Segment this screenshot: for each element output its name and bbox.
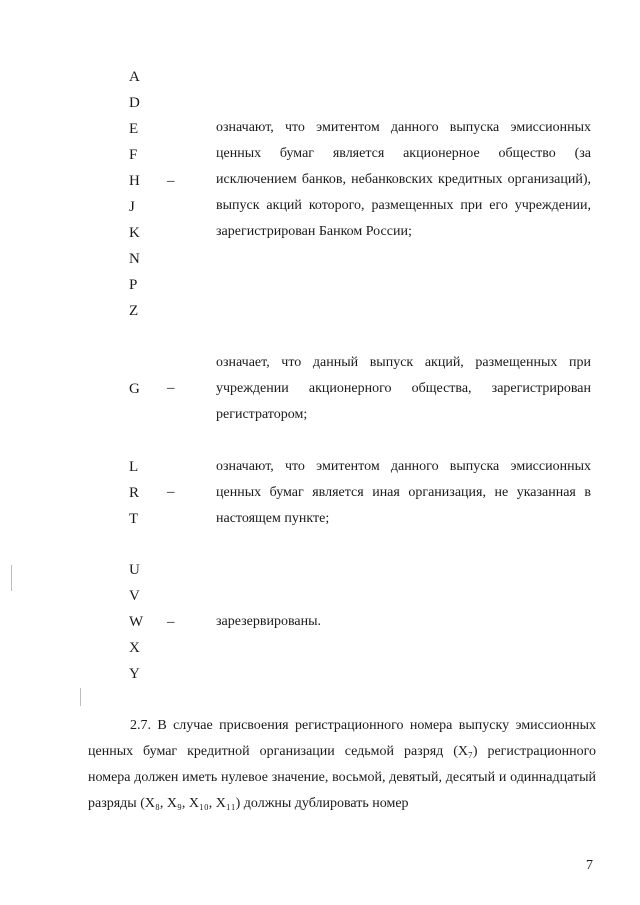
description-group-1 — [216, 115, 591, 245]
letter-code: W — [129, 614, 144, 630]
letter-code: J — [129, 199, 135, 215]
paragraph-text: 2.7. В случае присвоения регистрационного номера выпуску эмиссионных ценных бумаг кредитной организации седьмой разряд (X₇) регистрационного номера должен иметь нулевое значение, восьмой, девятый, десятый и одиннадцатый разряды (X₈, X₉, X₁₀, X₁₁) должны дублировать номер — [88, 718, 596, 811]
margin-scan-mark — [11, 565, 12, 591]
letter-code: A — [129, 69, 140, 85]
letter-code-list-group-3 — [129, 454, 139, 532]
description-group-3 — [216, 454, 591, 532]
letter-code: N — [129, 251, 140, 267]
letter-code: D — [129, 95, 140, 111]
letter-code-list-group-1 — [129, 64, 140, 324]
letter-code: U — [129, 562, 140, 578]
dash-separator-group-2: – — [167, 380, 175, 396]
letter-code: K — [129, 225, 140, 241]
letter-code: R — [129, 485, 140, 501]
letter-code-list-group-2 — [129, 376, 140, 402]
paragraph-2-7 — [88, 713, 596, 817]
letter-code: E — [129, 121, 139, 137]
letter-code: T — [129, 511, 139, 527]
dash-separator-group-1: – — [167, 173, 175, 189]
letter-code: F — [129, 147, 138, 163]
letter-code: H — [129, 173, 140, 189]
dash-separator-group-4: – — [167, 614, 175, 630]
description-text: зарезервированы. — [216, 614, 322, 629]
description-text: означают, что эмитентом данного выпуска эмиссионных ценных бумаг является акционерное общество (за исключением банков, небанковских кредитных организаций), выпуск акций которого, размещенных при его учреждении, зарегистрирован Банком России; — [216, 120, 591, 239]
description-text: означает, что данный выпуск акций, размещенных при учреждении акционерного общества, зарегистрирован регистратором; — [216, 355, 591, 422]
dash-separator-group-3: – — [167, 484, 175, 500]
letter-code: G — [129, 381, 140, 397]
page-number: 7 — [586, 858, 593, 873]
letter-code: Z — [129, 303, 139, 319]
description-text: означают, что эмитентом данного выпуска эмиссионных ценных бумаг является иная организация, не указанная в настоящем пункте; — [216, 459, 591, 526]
letter-code: V — [129, 588, 140, 604]
description-group-4 — [216, 609, 591, 635]
letter-code: P — [129, 277, 138, 293]
description-group-2 — [216, 350, 591, 428]
letter-code: L — [129, 459, 139, 475]
letter-code-list-group-4 — [129, 557, 143, 687]
letter-code: Y — [129, 666, 140, 682]
margin-scan-mark — [80, 688, 81, 706]
letter-code: X — [129, 640, 140, 656]
